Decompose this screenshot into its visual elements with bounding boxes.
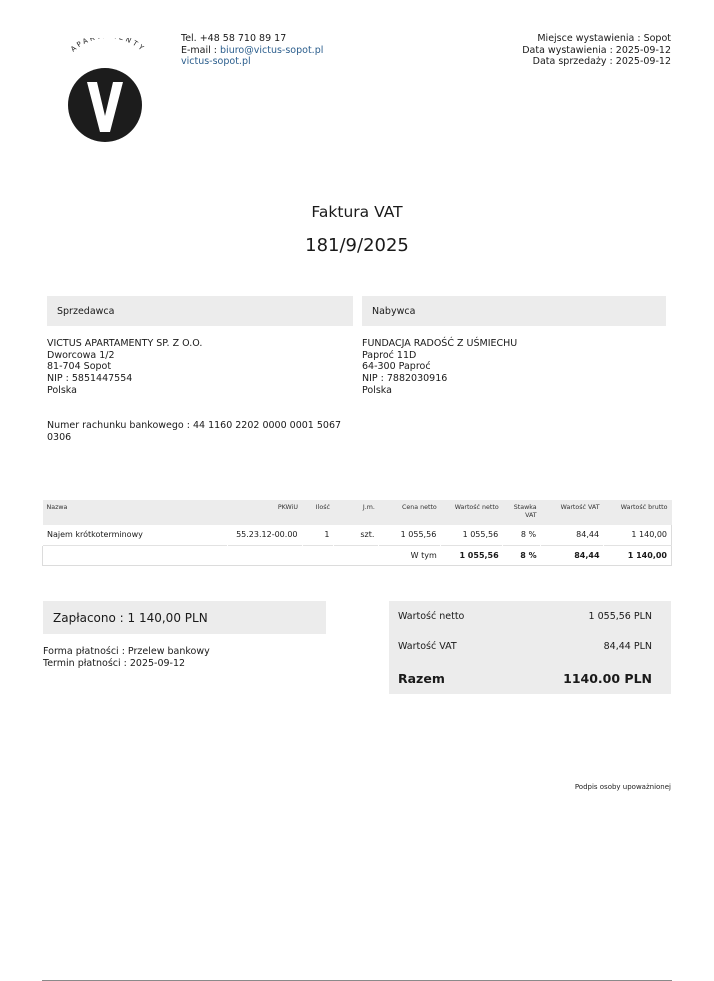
summary-vat-rate: 8 % <box>503 545 541 565</box>
buyer-details <box>362 338 517 397</box>
totals-vat-label: Wartość VAT <box>398 641 457 652</box>
cell-gross-value: 1 140,00 <box>631 530 667 540</box>
totals-vat-line <box>398 641 652 652</box>
col-header-net-value: Wartość netto <box>441 500 503 525</box>
col-header-gross-value: Wartość brutto <box>604 500 672 525</box>
contact-email-label: E-mail : <box>181 44 221 56</box>
document-number: 181/9/2025 <box>305 235 409 256</box>
items-table <box>42 500 672 566</box>
issue-place: Miejsce wystawienia : Sopot <box>537 33 671 44</box>
buyer-street: Paproć 11D <box>362 349 417 361</box>
paid-amount: Zapłacono : 1 140,00 PLN <box>43 601 326 634</box>
bank-account: Numer rachunku bankowego : 44 1160 2202 0000 0001 5067 0306 <box>47 420 342 443</box>
contact-block <box>181 33 323 68</box>
col-header-vat-rate: Stawka VAT <box>503 500 541 525</box>
buyer-nip: NIP : 7882030916 <box>362 373 448 385</box>
table-summary-row <box>43 545 672 565</box>
totals-net-value: 1 055,56 PLN <box>588 611 652 622</box>
contact-website-link[interactable]: victus-sopot.pl <box>181 56 251 67</box>
col-header-net-price: Cena netto <box>379 500 441 525</box>
summary-label: W tym <box>43 545 441 565</box>
cell-net-price: 1 055,56 <box>400 530 437 540</box>
logo-text: APAR ENTY <box>69 38 147 54</box>
col-header-qty: Ilość <box>302 500 334 525</box>
document-title: Faktura VAT <box>311 203 403 221</box>
table-row <box>43 525 672 545</box>
table-header-row <box>43 500 672 525</box>
svg-text:APARTAMENTY <box>69 38 147 54</box>
seller-nip: NIP : 5851447554 <box>47 373 133 385</box>
contact-email-line <box>181 45 323 57</box>
sale-date: Data sprzedaży : 2025-09-12 <box>532 56 671 67</box>
totals-grand-line <box>398 671 652 686</box>
col-header-unit: J.m. <box>334 500 379 525</box>
buyer-country: Polska <box>362 384 392 396</box>
cell-unit: szt. <box>360 530 375 540</box>
seller-heading: Sprzedawca <box>47 296 353 326</box>
cell-qty: 1 <box>324 530 330 540</box>
summary-vat-value: 84,44 <box>541 545 604 565</box>
contact-phone: Tel. +48 58 710 89 17 <box>181 33 287 44</box>
payment-method: Forma płatności : Przelew bankowy <box>43 646 210 657</box>
cell-vat-rate: 8 % <box>520 530 537 540</box>
totals-net-line <box>398 611 652 622</box>
cell-name: Najem krótkoterminowy <box>47 530 143 540</box>
seller-name: VICTUS APARTAMENTY SP. Z O.O. <box>47 338 203 349</box>
totals-box <box>389 601 671 694</box>
seller-street: Dworcowa 1/2 <box>47 349 115 361</box>
cell-pkwiu: 55.23.12-00.00 <box>236 530 298 540</box>
signature-label: Podpis osoby upoważnionej <box>574 783 671 791</box>
buyer-city: 64-300 Paproć <box>362 361 431 373</box>
totals-grand-value: 1140.00 PLN <box>563 671 652 686</box>
seller-city: 81-704 Sopot <box>47 361 112 373</box>
contact-email-link[interactable]: biuro@victus-sopot.pl <box>220 44 324 56</box>
issue-info <box>522 33 671 68</box>
cell-net-value: 1 055,56 <box>462 530 499 540</box>
col-header-name: Nazwa <box>43 500 228 525</box>
company-logo <box>52 38 164 148</box>
cell-vat-value: 84,44 <box>576 530 600 540</box>
totals-grand-label: Razem <box>398 671 445 686</box>
summary-gross-value: 1 140,00 <box>604 545 672 565</box>
issue-date: Data wystawienia : 2025-09-12 <box>522 44 671 56</box>
totals-vat-value: 84,44 PLN <box>603 641 652 652</box>
payment-info <box>43 646 210 669</box>
payment-due: Termin płatności : 2025-09-12 <box>43 657 186 669</box>
col-header-vat-value: Wartość VAT <box>541 500 604 525</box>
buyer-heading: Nabywca <box>362 296 666 326</box>
seller-country: Polska <box>47 384 77 396</box>
summary-net-value: 1 055,56 <box>441 545 503 565</box>
seller-details <box>47 338 202 397</box>
totals-net-label: Wartość netto <box>398 611 465 622</box>
col-header-pkwiu: PKWiU <box>227 500 302 525</box>
buyer-name: FUNDACJA RADOŚĆ Z UŚMIECHU <box>362 338 518 349</box>
